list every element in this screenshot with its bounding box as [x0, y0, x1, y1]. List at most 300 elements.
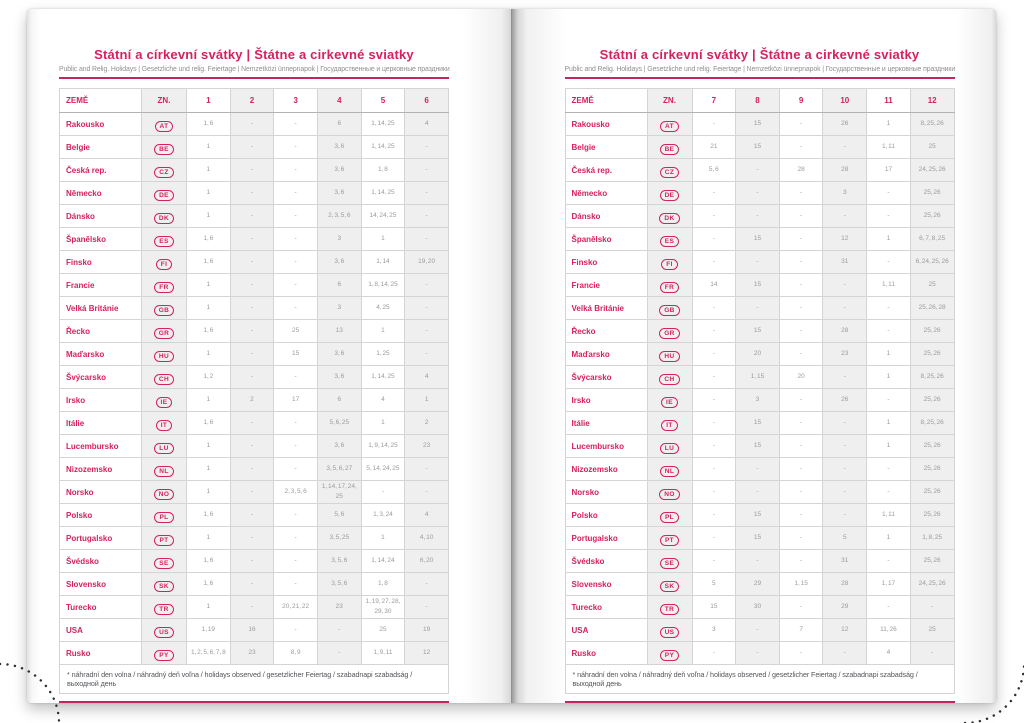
- country-code-cell: [142, 389, 187, 412]
- holiday-days-cell: 23: [230, 642, 274, 665]
- holiday-days-cell: 6: [317, 389, 361, 412]
- holiday-days-cell: -: [230, 412, 274, 435]
- country-code-cell: [142, 159, 187, 182]
- holiday-days-cell: 1: [187, 136, 231, 159]
- holiday-days-cell: 26: [823, 389, 867, 412]
- country-code-cell: [647, 412, 692, 435]
- country-name: Německo: [565, 182, 647, 205]
- country-row: [60, 619, 449, 642]
- holiday-days-cell: -: [230, 504, 274, 527]
- holiday-days-cell: 1, 14: [361, 251, 405, 274]
- holiday-days-cell: 15: [692, 596, 736, 619]
- holiday-days-cell: 15: [736, 504, 780, 527]
- country-row: [60, 113, 449, 136]
- holiday-days-cell: 31: [823, 251, 867, 274]
- holiday-days-cell: 3, 6: [317, 136, 361, 159]
- holiday-days-cell: 1: [187, 435, 231, 458]
- holiday-days-cell: 1, 17: [867, 573, 911, 596]
- holidays-table-jul-dec: [565, 88, 955, 694]
- holiday-days-cell: -: [867, 251, 911, 274]
- country-name: Francie: [565, 274, 647, 297]
- holiday-days-cell: 13: [317, 320, 361, 343]
- country-row: [565, 182, 954, 205]
- holiday-days-cell: -: [823, 205, 867, 228]
- holiday-days-cell: -: [867, 297, 911, 320]
- holiday-days-cell: -: [867, 481, 911, 504]
- country-code-badge: SE: [154, 558, 173, 569]
- country-code-badge: HU: [154, 351, 174, 362]
- country-code-badge: IE: [661, 397, 678, 408]
- holiday-days-cell: -: [361, 481, 405, 504]
- holiday-days-cell: 25, 26: [910, 458, 954, 481]
- holiday-days-cell: 3, 6: [317, 343, 361, 366]
- holiday-days-cell: -: [230, 159, 274, 182]
- country-row: [565, 504, 954, 527]
- country-name: Švýcarsko: [565, 366, 647, 389]
- holiday-days-cell: 6: [317, 274, 361, 297]
- holiday-days-cell: -: [405, 573, 449, 596]
- holiday-days-cell: 19, 20: [405, 251, 449, 274]
- country-code-cell: [647, 389, 692, 412]
- country-row: [565, 619, 954, 642]
- holiday-days-cell: 20, 21, 22: [274, 596, 318, 619]
- holiday-days-cell: 3, 6: [317, 251, 361, 274]
- holiday-days-cell: 5, 6: [317, 504, 361, 527]
- top-accent-rule: [565, 77, 955, 79]
- holiday-days-cell: -: [867, 458, 911, 481]
- holiday-days-cell: 25, 26, 28: [910, 297, 954, 320]
- holiday-days-cell: -: [779, 642, 823, 665]
- holiday-days-cell: 1: [867, 228, 911, 251]
- holiday-days-cell: -: [692, 366, 736, 389]
- holiday-days-cell: -: [405, 136, 449, 159]
- country-name: Norsko: [565, 481, 647, 504]
- holiday-days-cell: -: [779, 182, 823, 205]
- holiday-days-cell: -: [692, 320, 736, 343]
- page-title: Státní a církevní svátky | Štátne a cirkevné sviatky: [599, 47, 920, 62]
- country-row: [565, 113, 954, 136]
- holiday-days-cell: 12: [823, 228, 867, 251]
- holiday-days-cell: -: [823, 481, 867, 504]
- country-row: [565, 458, 954, 481]
- holiday-days-cell: -: [274, 182, 318, 205]
- country-name: Česká rep.: [60, 159, 142, 182]
- holiday-days-cell: -: [823, 412, 867, 435]
- holiday-days-cell: 5, 14, 24, 25: [361, 458, 405, 481]
- holiday-days-cell: 25, 26: [910, 182, 954, 205]
- holiday-days-cell: -: [736, 481, 780, 504]
- country-row: [60, 297, 449, 320]
- country-row: [565, 159, 954, 182]
- holiday-days-cell: -: [867, 182, 911, 205]
- holiday-days-cell: -: [230, 251, 274, 274]
- month-column-header: 6: [405, 89, 449, 113]
- country-code-badge: LU: [660, 443, 679, 454]
- holiday-days-cell: 25, 26: [910, 320, 954, 343]
- country-code-badge: SE: [660, 558, 679, 569]
- country-row: [60, 573, 449, 596]
- country-code-badge: GR: [659, 328, 680, 339]
- holiday-days-cell: -: [779, 596, 823, 619]
- country-row: [565, 366, 954, 389]
- holiday-days-cell: -: [692, 251, 736, 274]
- holiday-days-cell: 25: [910, 274, 954, 297]
- country-code-cell: [647, 274, 692, 297]
- holiday-days-cell: 1: [187, 343, 231, 366]
- holiday-days-cell: 1, 11: [867, 136, 911, 159]
- holiday-days-cell: 25, 26: [910, 504, 954, 527]
- holiday-days-cell: 1, 6: [187, 504, 231, 527]
- holiday-days-cell: 1, 2, 5, 6, 7, 8: [187, 642, 231, 665]
- country-row: [60, 527, 449, 550]
- holiday-days-cell: 1, 14, 17, 24, 25: [317, 481, 361, 504]
- code-column-header: ZN.: [647, 89, 692, 113]
- holiday-days-cell: 14, 24, 25: [361, 205, 405, 228]
- country-code-badge: FR: [154, 282, 173, 293]
- country-row: [565, 527, 954, 550]
- country-code-badge: SK: [660, 581, 680, 592]
- holiday-days-cell: -: [779, 274, 823, 297]
- country-code-badge: US: [660, 627, 680, 638]
- holiday-days-cell: -: [779, 550, 823, 573]
- country-name: USA: [60, 619, 142, 642]
- holiday-days-cell: 1: [405, 389, 449, 412]
- holiday-days-cell: -: [274, 251, 318, 274]
- holiday-days-cell: 1, 15: [736, 366, 780, 389]
- country-name: Česká rep.: [565, 159, 647, 182]
- holiday-days-cell: 1: [361, 412, 405, 435]
- holiday-days-cell: 1, 8, 14, 25: [361, 274, 405, 297]
- holiday-days-cell: 5, 6, 25: [317, 412, 361, 435]
- holiday-days-cell: 1: [361, 527, 405, 550]
- country-code-cell: [647, 159, 692, 182]
- holiday-days-cell: 3: [692, 619, 736, 642]
- holiday-days-cell: 15: [736, 228, 780, 251]
- holiday-days-cell: -: [867, 389, 911, 412]
- holiday-days-cell: 4: [867, 642, 911, 665]
- holiday-days-cell: 15: [736, 113, 780, 136]
- holiday-days-cell: -: [230, 458, 274, 481]
- country-code-badge: GB: [154, 305, 175, 316]
- table-header-row: [565, 89, 954, 113]
- bottom-accent-rule: [59, 701, 449, 703]
- holiday-days-cell: 3, 6: [317, 435, 361, 458]
- holiday-days-cell: 1, 6: [187, 573, 231, 596]
- holiday-days-cell: -: [692, 642, 736, 665]
- holiday-days-cell: -: [692, 297, 736, 320]
- holiday-days-cell: 1: [361, 228, 405, 251]
- country-code-badge: FI: [661, 259, 678, 270]
- holiday-days-cell: 2, 3, 5, 6: [317, 205, 361, 228]
- holiday-days-cell: -: [405, 274, 449, 297]
- page-subtitle: Public and Relig. Holidays | Gesetzliche und relig. Feiertage | Nemzetközi ünnepnapok | Государственные и церковные праздники: [59, 66, 450, 73]
- country-row: [60, 205, 449, 228]
- holiday-days-cell: 28: [823, 159, 867, 182]
- holiday-days-cell: 1, 14, 25: [361, 366, 405, 389]
- holiday-days-cell: -: [317, 619, 361, 642]
- country-name: Itálie: [60, 412, 142, 435]
- country-code-cell: [142, 550, 187, 573]
- country-code-cell: [142, 136, 187, 159]
- holiday-days-cell: 26: [823, 113, 867, 136]
- holiday-days-cell: 7: [779, 619, 823, 642]
- country-code-cell: [647, 458, 692, 481]
- table-header-row: [60, 89, 449, 113]
- holiday-days-cell: 1, 19: [187, 619, 231, 642]
- holiday-days-cell: -: [823, 458, 867, 481]
- country-code-badge: IT: [156, 420, 173, 431]
- holiday-days-cell: -: [867, 205, 911, 228]
- country-code-cell: [142, 182, 187, 205]
- holiday-days-cell: -: [274, 136, 318, 159]
- holiday-days-cell: 28: [779, 159, 823, 182]
- holiday-days-cell: 1: [187, 297, 231, 320]
- holiday-days-cell: 6: [317, 113, 361, 136]
- code-column-header: ZN.: [142, 89, 187, 113]
- country-name: Švýcarsko: [60, 366, 142, 389]
- country-code-badge: CH: [154, 374, 174, 385]
- country-code-badge: NO: [659, 489, 680, 500]
- country-code-badge: ES: [660, 236, 679, 247]
- country-code-badge: PY: [660, 650, 679, 661]
- country-code-cell: [647, 435, 692, 458]
- country-code-badge: NO: [154, 489, 175, 500]
- country-code-badge: CH: [659, 374, 679, 385]
- holiday-days-cell: -: [823, 297, 867, 320]
- month-column-header: 1: [187, 89, 231, 113]
- holiday-days-cell: -: [692, 205, 736, 228]
- country-code-cell: [647, 573, 692, 596]
- footnote: * náhradní den volna / náhradný deň voľna / holidays observed / gesetzlicher Feiertag / szabadnapi szabadság / выходной день: [565, 665, 954, 694]
- holiday-days-cell: 3, 5, 25: [317, 527, 361, 550]
- country-code-cell: [142, 297, 187, 320]
- country-row: [60, 159, 449, 182]
- holiday-days-cell: -: [910, 642, 954, 665]
- holiday-days-cell: 1, 2: [187, 366, 231, 389]
- holiday-days-cell: 1, 6: [187, 228, 231, 251]
- country-name: Itálie: [565, 412, 647, 435]
- holiday-days-cell: -: [779, 297, 823, 320]
- holiday-days-cell: -: [692, 527, 736, 550]
- holiday-days-cell: -: [779, 251, 823, 274]
- footnote-row: [60, 665, 449, 694]
- holiday-days-cell: -: [692, 389, 736, 412]
- country-row: [60, 320, 449, 343]
- holiday-days-cell: 4: [405, 113, 449, 136]
- month-column-header: 3: [274, 89, 318, 113]
- diary-right-page: [512, 9, 997, 703]
- holiday-days-cell: -: [910, 596, 954, 619]
- holiday-days-cell: 3, 5, 6: [317, 573, 361, 596]
- country-code-badge: DE: [660, 190, 680, 201]
- holiday-days-cell: 8, 9: [274, 642, 318, 665]
- holiday-days-cell: -: [230, 573, 274, 596]
- month-column-header: 9: [779, 89, 823, 113]
- holiday-days-cell: 1: [187, 205, 231, 228]
- holiday-days-cell: -: [736, 550, 780, 573]
- country-name: Rakousko: [60, 113, 142, 136]
- holiday-days-cell: -: [692, 228, 736, 251]
- country-row: [60, 136, 449, 159]
- holiday-days-cell: -: [867, 596, 911, 619]
- holiday-days-cell: 1: [187, 481, 231, 504]
- month-column-header: 2: [230, 89, 274, 113]
- country-name: Řecko: [60, 320, 142, 343]
- country-name: Slovensko: [60, 573, 142, 596]
- holiday-days-cell: -: [867, 550, 911, 573]
- holiday-days-cell: 3: [823, 182, 867, 205]
- open-diary-book: [27, 9, 996, 703]
- country-name: Francie: [60, 274, 142, 297]
- country-code-badge: PL: [154, 512, 173, 523]
- month-column-header: 7: [692, 89, 736, 113]
- holiday-days-cell: -: [230, 435, 274, 458]
- holiday-days-cell: -: [736, 159, 780, 182]
- holiday-days-cell: 20: [779, 366, 823, 389]
- country-code-cell: [647, 550, 692, 573]
- month-column-header: 10: [823, 89, 867, 113]
- holiday-days-cell: 24, 25, 26: [910, 159, 954, 182]
- country-name: Irsko: [565, 389, 647, 412]
- country-row: [60, 642, 449, 665]
- holiday-days-cell: -: [274, 274, 318, 297]
- holiday-days-cell: -: [405, 205, 449, 228]
- holiday-days-cell: 8, 25, 26: [910, 366, 954, 389]
- holiday-days-cell: -: [274, 527, 318, 550]
- country-name: Velká Británie: [60, 297, 142, 320]
- country-row: [565, 550, 954, 573]
- country-code-badge: DE: [154, 190, 174, 201]
- country-code-badge: IT: [661, 420, 678, 431]
- holiday-days-cell: 15: [736, 527, 780, 550]
- holiday-days-cell: -: [230, 366, 274, 389]
- holidays-table-jan-jun: [59, 88, 449, 694]
- holiday-days-cell: 15: [736, 136, 780, 159]
- country-name: Maďarsko: [60, 343, 142, 366]
- holiday-days-cell: -: [274, 573, 318, 596]
- country-code-cell: [142, 113, 187, 136]
- holiday-days-cell: -: [823, 642, 867, 665]
- holiday-days-cell: 28: [823, 320, 867, 343]
- holiday-days-cell: 15: [736, 320, 780, 343]
- holiday-days-cell: 1, 14, 24: [361, 550, 405, 573]
- holiday-days-cell: -: [823, 136, 867, 159]
- holiday-days-cell: -: [230, 113, 274, 136]
- holiday-days-cell: -: [317, 642, 361, 665]
- holiday-days-cell: 1, 6: [187, 113, 231, 136]
- holiday-days-cell: -: [779, 389, 823, 412]
- holiday-days-cell: -: [823, 274, 867, 297]
- holiday-days-cell: 2: [405, 412, 449, 435]
- holiday-days-cell: -: [779, 412, 823, 435]
- country-name: Německo: [60, 182, 142, 205]
- holiday-days-cell: 19: [405, 619, 449, 642]
- country-name: Portugalsko: [60, 527, 142, 550]
- country-name: Nizozemsko: [60, 458, 142, 481]
- holiday-days-cell: -: [779, 458, 823, 481]
- country-name: USA: [565, 619, 647, 642]
- country-name: Polsko: [60, 504, 142, 527]
- country-name: Polsko: [565, 504, 647, 527]
- holiday-days-cell: -: [274, 159, 318, 182]
- holiday-days-cell: 3: [736, 389, 780, 412]
- holiday-days-cell: 3, 6: [317, 159, 361, 182]
- holiday-days-cell: -: [405, 458, 449, 481]
- country-name: Belgie: [60, 136, 142, 159]
- month-column-header: 4: [317, 89, 361, 113]
- country-row: [60, 182, 449, 205]
- holiday-days-cell: 2, 3, 5, 6: [274, 481, 318, 504]
- country-code-cell: [142, 642, 187, 665]
- holiday-days-cell: -: [867, 320, 911, 343]
- holiday-days-cell: 6, 24, 25, 26: [910, 251, 954, 274]
- holiday-days-cell: -: [779, 343, 823, 366]
- country-row: [565, 343, 954, 366]
- holiday-days-cell: 25, 26: [910, 205, 954, 228]
- dotted-corner-arc-right: [954, 653, 1024, 723]
- country-name: Norsko: [60, 481, 142, 504]
- holiday-days-cell: -: [823, 435, 867, 458]
- country-name: Slovensko: [565, 573, 647, 596]
- country-code-badge: DK: [659, 213, 679, 224]
- holiday-days-cell: -: [230, 228, 274, 251]
- holiday-days-cell: 6, 7, 8, 25: [910, 228, 954, 251]
- holiday-days-cell: 23: [405, 435, 449, 458]
- holiday-days-cell: 1, 8: [361, 159, 405, 182]
- holiday-days-cell: -: [230, 343, 274, 366]
- country-row: [60, 481, 449, 504]
- country-code-badge: BE: [660, 144, 680, 155]
- country-row: [60, 412, 449, 435]
- holiday-days-cell: -: [274, 297, 318, 320]
- holiday-days-cell: -: [274, 550, 318, 573]
- country-code-cell: [142, 274, 187, 297]
- country-code-cell: [647, 619, 692, 642]
- holiday-days-cell: 2: [230, 389, 274, 412]
- country-row: [565, 642, 954, 665]
- holiday-days-cell: -: [692, 412, 736, 435]
- holiday-days-cell: 1, 8: [361, 573, 405, 596]
- holiday-days-cell: 25: [910, 619, 954, 642]
- country-row: [60, 251, 449, 274]
- holiday-days-cell: 15: [736, 435, 780, 458]
- holiday-days-cell: 1, 9, 11: [361, 642, 405, 665]
- holiday-days-cell: 1, 6: [187, 320, 231, 343]
- country-code-cell: [142, 366, 187, 389]
- country-code-cell: [142, 504, 187, 527]
- holiday-days-cell: 3: [317, 297, 361, 320]
- country-code-cell: [142, 458, 187, 481]
- holiday-days-cell: 25: [274, 320, 318, 343]
- country-column-header: ZEMĚ: [60, 89, 142, 113]
- country-code-badge: HU: [659, 351, 679, 362]
- country-code-badge: IE: [156, 397, 173, 408]
- holiday-days-cell: 4, 25: [361, 297, 405, 320]
- country-row: [565, 274, 954, 297]
- holiday-days-cell: -: [405, 343, 449, 366]
- holiday-days-cell: 31: [823, 550, 867, 573]
- country-name: Turecko: [60, 596, 142, 619]
- country-name: Maďarsko: [565, 343, 647, 366]
- holiday-days-cell: -: [274, 504, 318, 527]
- country-name: Švédsko: [565, 550, 647, 573]
- country-code-cell: [647, 366, 692, 389]
- country-row: [565, 228, 954, 251]
- holiday-days-cell: 1: [361, 320, 405, 343]
- country-name: Řecko: [565, 320, 647, 343]
- holiday-days-cell: 5: [823, 527, 867, 550]
- holiday-days-cell: 8, 25, 26: [910, 113, 954, 136]
